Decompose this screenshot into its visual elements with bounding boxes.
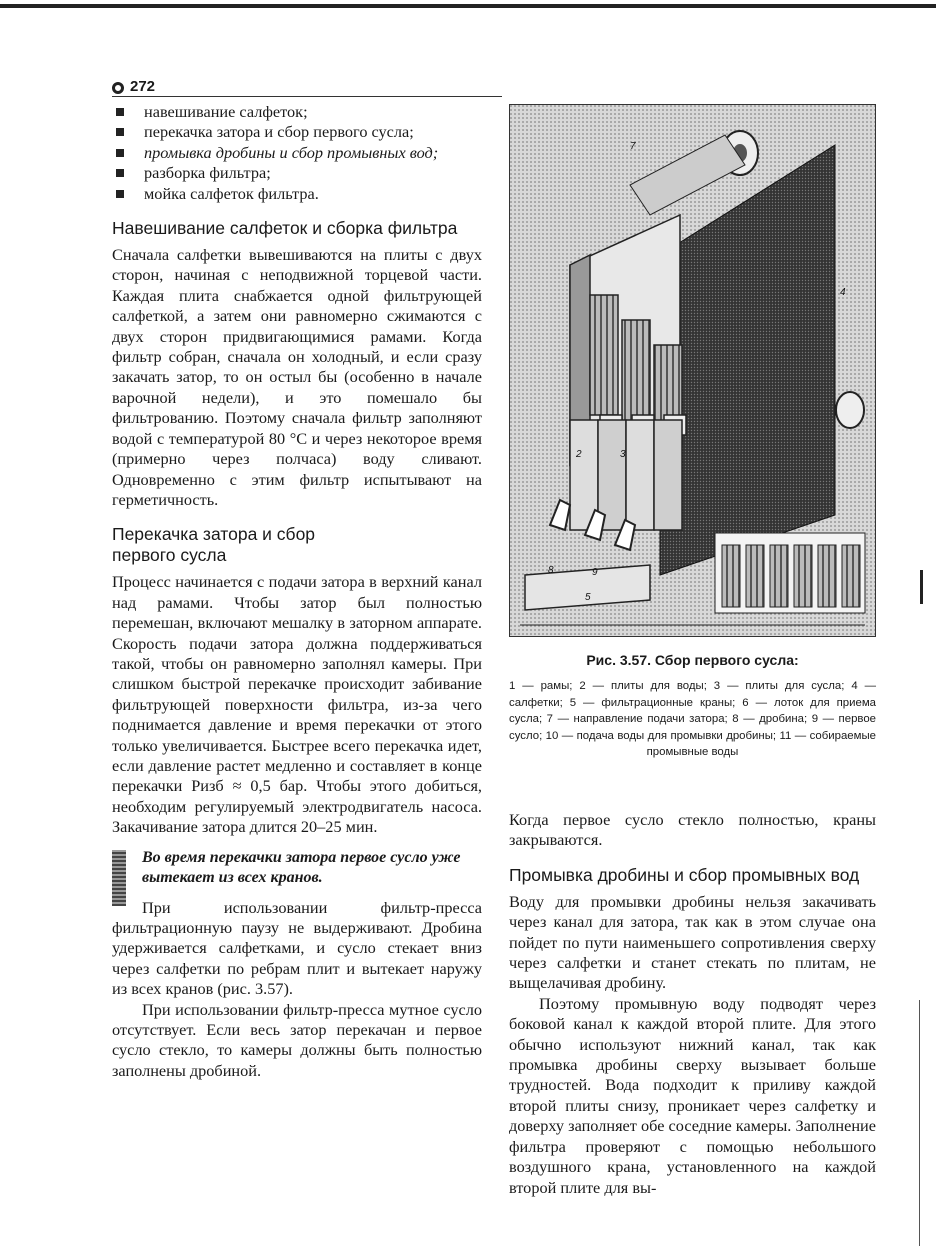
paragraph: При использовании фильтр-пресса фильтрационную паузу не выдерживают. Дробина удерживается салфетками, и сусло стекает вниз через салфетки по ребрам плит и вытекает наружу из всех кранов (рис. 3.57). xyxy=(112,897,482,999)
paragraph: При использовании фильтр-пресса мутное сусло отсутствует. Если весь затор перекачан и первое сусло стекло, то камеры должны быть полностью заполнены дробиной. xyxy=(112,999,482,1080)
paragraph: Сначала салфетки вывешиваются на плиты с двух сторон, начиная с неподвижной торцевой части. Каждая плита снабжается одной фильтрующей салфеткой, а затем они равномерно сжимаются с двух сторон придвигающимися рамами. Когда фильтр собран, сначала он холодный, и если сразу закачать затор, то он остыл бы (особенно в начале варочной недели), и это помешало бы фильтрованию. Поэтому сначала фильтр заполняют водой с температурой 80 °С и через некоторое время (примерно через полчаса) воду сливают. Одновременно с этим фильтр испытывают на герметичность. xyxy=(112,245,482,509)
label-2: 2 xyxy=(576,449,582,460)
label-3: 3 xyxy=(620,449,626,460)
header-rule xyxy=(112,96,502,97)
list-item: промывка дробины и сбор промывных вод; xyxy=(112,143,482,163)
label-9: 9 xyxy=(592,567,598,578)
label-4: 4 xyxy=(840,287,846,298)
paragraph: Когда первое сусло стекло полностью, краны закрываются. xyxy=(509,810,876,850)
section-heading-hanging: Навешивание салфеток и сборка фильтра xyxy=(112,218,458,239)
paragraph: Процесс начинается с подачи затора в верхний канал над рамами. Чтобы затор был полностью перемешан, включают мешалку в заторном аппарате. Скорость подачи затора должна поддерживаться такой, чтобы он равномерно заполнял камеры. При слишком быстрой перекачке происходит забивание фильтрующей поверхности фильтра, из-за чего поднимается давление и время перекачки от этого только увеличивается. Быстрее всего перекачка идет, если давление растет медленно и составляет в конце перекачки Pизб ≈ 0,5 бар. Чтобы этого добиться, необходим регулируемый электродвигатель насоса. Закачивание затора длится 20–25 мин. xyxy=(112,572,482,837)
list-item: разборка фильтра; xyxy=(112,163,482,183)
scan-edge-mark xyxy=(920,570,923,604)
page-number: 272 xyxy=(112,78,155,95)
label-5: 5 xyxy=(585,592,591,603)
callout-bar xyxy=(112,850,126,906)
list-item: навешивание салфеток; xyxy=(112,102,482,122)
right-column xyxy=(509,810,876,1198)
figure-legend: 1 — рамы; 2 — плиты для воды; 3 — плиты для сусла; 4 — салфетки; 5 — фильтрационные краны; 6 — лоток для приема сусла; 7 — направление подачи затора; 8 — дробина; 9 — первое сусло; 10 — подача воды для промывки дробины; 11 — собираемые промывные воды xyxy=(509,680,876,758)
paragraph: Поэтому промывную воду подводят через боковой канал к каждой второй плите. Для этого обычно используют нижний канал, так как промывка дробины сверху вызывает больше трудностей. Вода подходит к приливу каждой второй плиты снизу, проникает через салфетку и доверху заполняет обе соседние камеры. Заполнение фильтра проверяют с помощью небольшого воздушного крана, установленного на каждой второй плите для вы- xyxy=(509,993,876,1197)
top-scan-border xyxy=(0,4,936,8)
paragraph: Воду для промывки дробины нельзя закачивать через канал для затора, так как в этом случае она пойдет по пути наименьшего сопротивления сверху через салфетки и станет стекать по плитам, не выщелачивая дробину. xyxy=(509,891,876,993)
label-8: 8 xyxy=(548,565,554,576)
list-item: мойка салфеток фильтра. xyxy=(112,184,482,204)
list-item: перекачка затора и сбор первого сусла; xyxy=(112,122,482,142)
figure-caption xyxy=(509,652,876,761)
figure-title: Рис. 3.57. Сбор первого сусла: xyxy=(586,652,799,668)
scan-edge-line xyxy=(919,1000,920,1246)
figure-filter-press xyxy=(509,104,876,637)
left-column xyxy=(112,102,482,1081)
section-heading-rinse: Промывка дробины и сбор промывных вод xyxy=(509,864,860,885)
callout-note: Во время перекачки затора первое сусло уже вытекает из всех кранов. xyxy=(112,848,482,888)
filter-press-illustration xyxy=(510,105,875,636)
page-marker-icon xyxy=(112,82,124,94)
bullet-list xyxy=(112,102,482,204)
label-7: 7 xyxy=(630,141,636,152)
section-heading-transfer: Перекачка затора и сбор первого сусла xyxy=(112,524,316,566)
